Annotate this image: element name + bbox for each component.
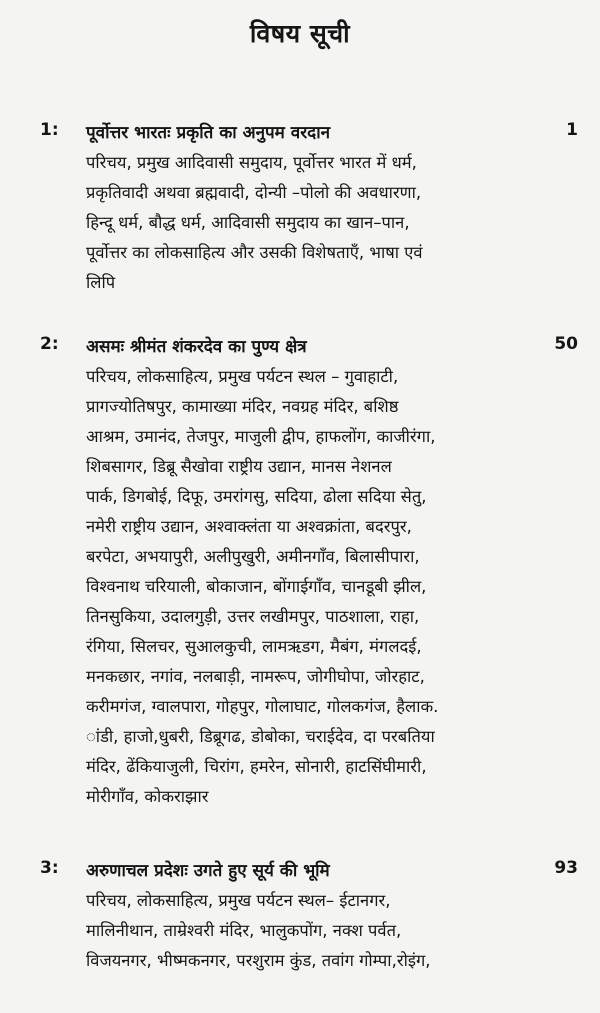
chapter-number: 2:	[40, 334, 59, 354]
topic-line: मोरीगाँव, कोकराझार	[86, 787, 209, 806]
topic-line: तिनसुकिया, उदालगुड़ी, उत्तर लखीमपुर, पाठशाला, राहा,	[86, 607, 420, 626]
topic-line: प्रागज्योतिषपुर, कामाख्या मंदिर, नवग्रह मंदिर, बशिष्ठ	[86, 397, 399, 416]
page-number: 1	[566, 120, 578, 140]
topic-line: बरपेटा, अभयापुरी, अलीपुखुरी, अमीनगाँव, बिलासीपारा,	[86, 547, 420, 566]
topic-line: पूर्वोत्तर का लोकसाहित्य और उसकी विशेषताएँ, भाषा एवं	[86, 243, 423, 262]
topic-line: रंगिया, सिलचर, सुआलकुची, लामऋडग, मैबंग, मंगलदई,	[86, 637, 422, 656]
page-number: 50	[554, 334, 578, 354]
topic-line: मंदिर, ढेंकियाजुली, चिरांग, हमरेन, सोनारी, हाटसिंघीमारी,	[86, 757, 427, 776]
topic-line: लिपि	[86, 273, 116, 292]
topic-line: नमेरी राष्ट्रीय उद्यान, अश्वाक्लंता या अश्वक्रांता, बदरपुर,	[86, 517, 412, 536]
topic-line: ांडी, हाजो,धुबरी, डिब्रूगढ, डोबोका, चराईदेव, दा परबतिया	[86, 727, 435, 746]
topic-line: मालिनीथान, ताम्रेश्वरी मंदिर, भालुकपोंग, नक्श पर्वत,	[86, 921, 402, 940]
chapter-heading: असमः श्रीमंत शंकरदेव का पुण्य क्षेत्र	[86, 337, 307, 357]
topic-line: आश्रम, उमानंद, तेजपुर, माजुली द्वीप, हाफलोंग, काजीरंगा,	[86, 427, 436, 446]
chapter-heading: पूर्वोत्तर भारतः प्रकृति का अनुपम वरदान	[86, 123, 331, 143]
topic-line: परिचय, प्रमुख आदिवासी समुदाय, पूर्वोत्तर भारत में धर्म,	[86, 153, 417, 172]
topic-line: करीमगंज, ग्वालपारा, गोहपुर, गोलाघाट, गोलकगंज, हैलाक.	[86, 697, 439, 716]
topic-line: हिन्दू धर्म, बौद्ध धर्म, आदिवासी समुदाय का खान–पान,	[86, 213, 410, 232]
topic-line: परिचय, लोकसाहित्य, प्रमुख पर्यटन स्थल – गुवाहाटी,	[86, 367, 399, 386]
topic-line: मनकछार, नगांव, नलबाड़ी, नामरूप, जोगीघोपा, जोरहाट,	[86, 667, 425, 686]
page-number: 93	[554, 858, 578, 878]
topic-line: प्रकृतिवादी अथवा ब्रह्मवादी, दोन्यी –पोलो की अवधारणा,	[86, 183, 422, 202]
chapter-number: 1:	[40, 120, 59, 140]
chapter-heading: अरुणाचल प्रदेशः उगते हुए सूर्य की भूमि	[86, 861, 330, 881]
topic-line: विजयनगर, भीष्मकनगर, परशुराम कुंड, तवांग गोम्पा,रोइंग,	[86, 951, 431, 970]
topic-line: शिबसागर, डिब्रू सैखोवा राष्ट्रीय उद्यान, मानस नेशनल	[86, 457, 392, 476]
page-title: विषय सूची	[249, 19, 351, 48]
chapter-number: 3:	[40, 858, 59, 878]
topic-line: विश्वनाथ चरियाली, बोकाजान, बोंगाईगाँव, चानडूबी झील,	[86, 577, 427, 596]
topic-line: पार्क, डिगबोई, दिफू, उमरांगसु, सदिया, ढोला सदिया सेतु,	[86, 487, 427, 506]
topic-line: परिचय, लोकसाहित्य, प्रमुख पर्यटन स्थल– ईटानगर,	[86, 891, 391, 910]
